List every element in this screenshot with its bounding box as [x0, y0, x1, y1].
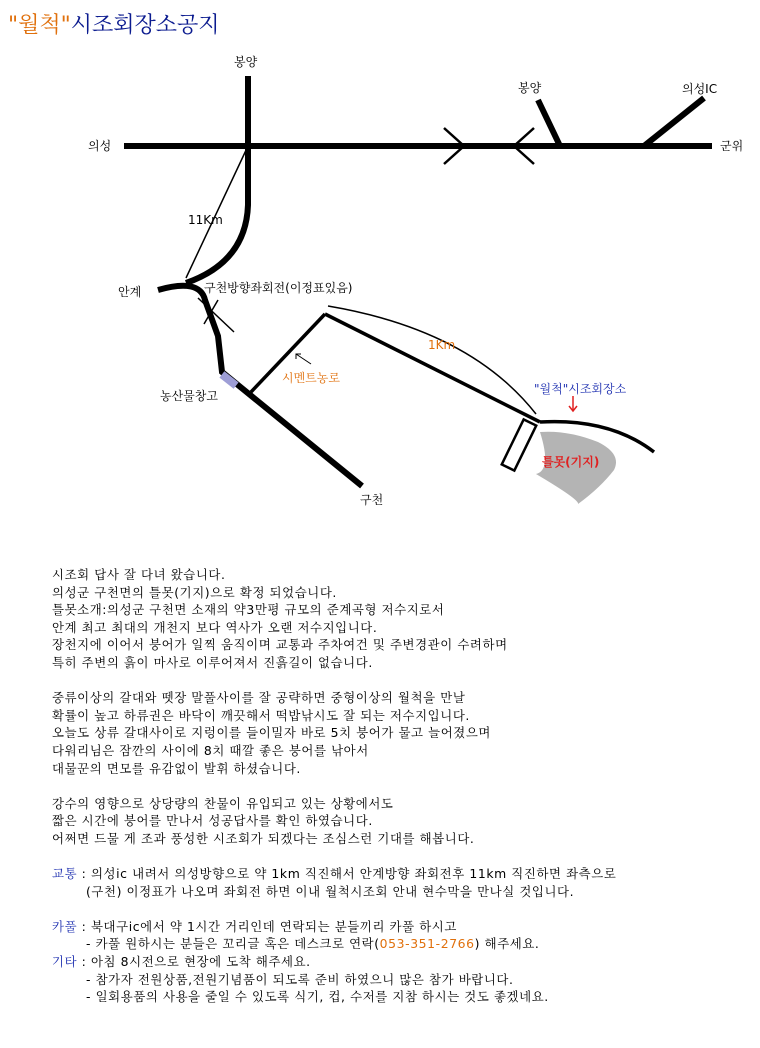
notice-line: 오늘도 상류 갈대사이로 지렁이를 들이밀자 바로 5치 붕어가 물고 늘어졌으며	[52, 725, 491, 741]
etc-line3-row	[52, 988, 616, 1006]
carpool-line2-post: ) 해주세요.	[474, 936, 540, 952]
notice-line: 장천지에 이어서 붕어가 일찍 움직이며 교통과 주차여건 및 주변경관이 수려하며	[52, 637, 508, 653]
etc-line1: : 아침 8시전으로 현장에 도착 해주세요.	[77, 954, 311, 970]
traffic-info	[52, 865, 616, 883]
label-cement-road: 시멘트농로	[282, 371, 340, 385]
title-quote-close: "	[60, 13, 71, 38]
label-bongyang-right: 봉양	[518, 81, 542, 95]
notice-line: 대물꾼의 면모를 유감없이 발휘 하셨습니다.	[52, 760, 301, 776]
road-to-venue	[325, 314, 540, 422]
distance-line-11km	[186, 146, 248, 278]
notice-text	[52, 566, 616, 1006]
etc-key: 기타	[52, 954, 78, 970]
title-place: 월척	[18, 13, 61, 38]
label-uiseong-ic: 의성IC	[682, 82, 718, 96]
notice-line: 틀못소개:의성군 구천면 소재의 약3만평 규모의 준계곡형 저수지로서	[52, 602, 445, 618]
venue-name: 월척	[539, 382, 563, 396]
venue-rest: 시조회장소	[568, 382, 627, 396]
distance-arc-1km	[328, 306, 536, 414]
etc-line2: - 참가자 전원상품,전원기념품이 되도록 준비 하였으니 많은 참가 바랍니다.	[86, 971, 514, 987]
venue-quote-close: "	[562, 382, 569, 396]
notice-line: 강수의 영향으로 상당량의 찬물이 유입되고 있는 상황에서도	[52, 795, 394, 811]
traffic-line2: (구천) 이정표가 나오며 좌회전 하면 이내 월척시조회 안내 현수막을 만나실 것입니다.	[86, 883, 575, 899]
notice-line: 다워리님은 잠깐의 사이에 8치 때깔 좋은 붕어를 낚아서	[52, 742, 369, 758]
title-rest: 시조회장소공지	[70, 13, 220, 38]
etc-line3: - 일회용품의 사용을 줄일 수 있도록 식기, 컵, 수저를 지참 하시는 것도 좋겠네요.	[86, 989, 549, 1005]
label-pond: 틀못(기지)	[542, 455, 600, 469]
label-1km: 1Km	[428, 338, 456, 352]
label-11km: 11Km	[188, 213, 223, 227]
carpool-key: 카풀	[52, 918, 78, 934]
label-bongyang-top: 봉양	[234, 55, 258, 69]
notice-line: 어쩌면 드물 게 조과 풍성한 시조회가 되겠다는 조심스런 기대를 해봅니다.	[52, 830, 475, 846]
label-gunwi: 군위	[720, 139, 744, 153]
notice-line: 특히 주변의 흙이 마사로 이루어져서 진흙길이 없습니다.	[52, 654, 373, 670]
dam-marker	[502, 419, 537, 470]
pointer-arrow	[296, 354, 311, 364]
label-gucheon-turn: 구천방향좌회전(이정표있음)	[204, 281, 353, 295]
carpool-line1: : 북대구ic에서 약 1시간 거리인데 연락되는 분들끼리 카풀 하시고	[77, 918, 457, 934]
notice-line: 중류이상의 갈대와 뗏장 말풀사이를 잘 공략하면 중형이상의 월척을 만날	[52, 690, 466, 706]
branch-road-uiseong-ic	[644, 98, 704, 146]
carpool-phone: 053-351-2766	[379, 936, 475, 952]
title-quote-open: "	[8, 13, 19, 38]
notice-line: 짧은 시간에 붕어를 만나서 성공답사를 확인 하였습니다.	[52, 813, 373, 829]
notice-line: 시조회 답사 잘 다녀 왔습니다.	[52, 567, 226, 582]
etc-info	[52, 953, 616, 971]
carpool-line2-pre: - 카풀 원하시는 분들은 꼬리글 혹은 데스크로 연락(	[86, 936, 380, 952]
label-uiseong: 의성	[88, 139, 112, 153]
notice-line: 안계 최고 최대의 개천지 보다 역사가 오랜 저수지입니다.	[52, 619, 378, 635]
traffic-line1: : 의성ic 내려서 의성방향으로 약 1km 직진해서 안계방향 좌회전후 11km 직진하면 좌측으로	[77, 866, 617, 882]
label-gucheon-bottom: 구천	[360, 493, 384, 507]
carpool-line2-row	[52, 935, 616, 953]
traffic-key: 교통	[52, 866, 78, 882]
notice-line: 확률이 높고 하류권은 바닥이 깨끗해서 떡밥낚시도 잘 되는 저수지입니다.	[52, 707, 470, 723]
branch-road-bongyang	[538, 100, 560, 146]
notice-line: 의성군 구천면의 틀못(기지)으로 확정 되었습니다.	[52, 584, 337, 600]
traffic-line2-row	[52, 883, 616, 901]
etc-line2-row	[52, 971, 616, 989]
label-venue	[534, 381, 627, 396]
venue-quote-open: "	[534, 382, 540, 396]
label-angye: 안계	[118, 285, 142, 299]
label-warehouse: 농산물창고	[160, 389, 218, 403]
carpool-info	[52, 918, 616, 936]
road-bongyang-angye	[186, 76, 248, 283]
